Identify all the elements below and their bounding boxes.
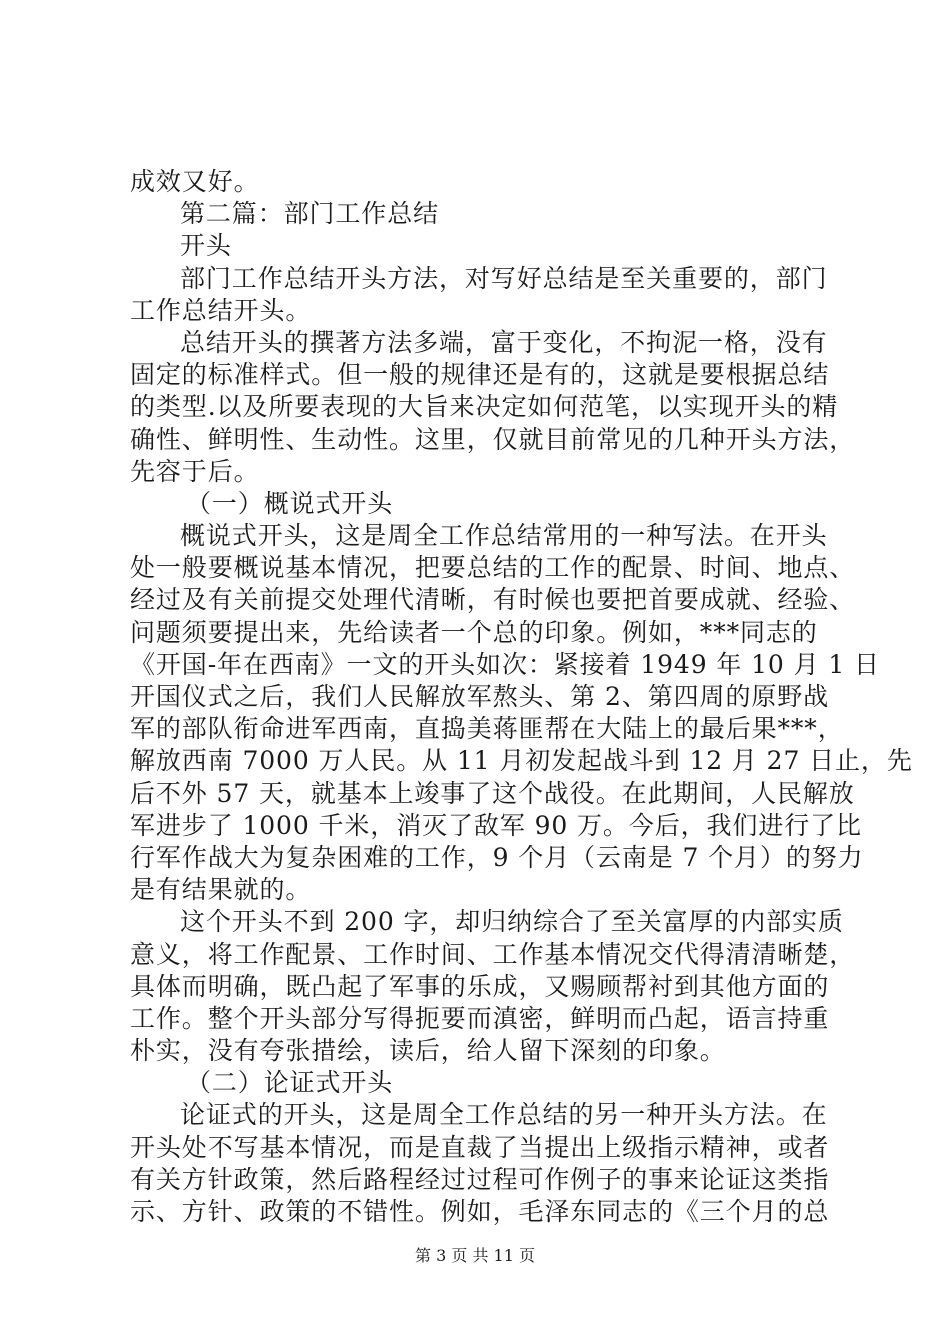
section-heading: 第二篇：部门工作总结: [180, 199, 440, 229]
text-line: 的类型.以及所要表现的大旨来决定如何范笔，以实现开头的精: [130, 392, 839, 422]
text-line: 后不外 57 天，就基本上竣事了这个战役。在此期间，人民解放: [130, 778, 855, 808]
text-line: 是有结果就的。: [130, 875, 312, 905]
text-line: 开国仪式之后，我们人民解放军熬头、第 2、第四周的原野战: [130, 682, 830, 711]
text-line: 军进步了 1000 千米，消灭了敌军 90 万。今后，我们进行了比: [130, 810, 862, 840]
text-line: 部门工作总结开头方法，对写好总结是至关重要的，部门: [180, 263, 828, 293]
document-body: [130, 166, 913, 1228]
text-line: 固定的标准样式。但一般的规律还是有的，这就是要根据总结: [130, 360, 830, 390]
text-line: 总结开头的撰著方法多端，富于变化，不拘泥一格，没有: [180, 327, 828, 357]
subsection-heading: （一）概说式开头: [186, 488, 394, 518]
text-line: 概说式开头，这是周全工作总结常用的一种写法。在开头: [180, 521, 828, 551]
text-line: 解放西南 7000 万人民。从 11 月初发起战斗到 12 月 27 日止，先: [130, 746, 913, 776]
text-line: 示、方针、政策的不错性。例如，毛泽东同志的《三个月的总: [130, 1197, 830, 1226]
text-line: 工作总结开头。: [130, 295, 312, 325]
text-line: 有关方针政策，然后路程经过过程可作例子的事来论证这类指: [130, 1164, 830, 1194]
text-line: 成效又好。: [130, 167, 260, 196]
text-line: 具体而明确，既凸起了军事的乐成，又赐顾帮衬到其他方面的: [130, 971, 830, 1001]
text-line: 问题须要提出来，先给读者一个总的印象。例如，***同志的: [130, 617, 818, 647]
text-line: 这个开头不到 200 字，却归纳综合了至关富厚的内部实质: [180, 907, 844, 937]
text-line: 《开国-年在西南》一文的开头如次：紧接着 1949 年 10 月 1 日: [130, 649, 880, 679]
text-line: 开头处不写基本情况，而是直裁了当提出上级指示精神，或者: [130, 1132, 830, 1162]
subsection-heading: （二）论证式开头: [186, 1068, 394, 1098]
text-line: 论证式的开头，这是周全工作总结的另一种开头方法。在: [180, 1100, 828, 1130]
text-line: 处一般要概说基本情况，把要总结的工作的配景、时间、地点、: [130, 553, 856, 583]
text-line: 行军作战大为复杂困难的工作，9 个月（云南是 7 个月）的努力: [130, 842, 864, 872]
text-line: 朴实，没有夸张措绘，读后，给人留下深刻的印象。: [130, 1036, 726, 1066]
text-line: 确性、鲜明性、生动性。这里，仅就目前常见的几种开头方法，: [130, 424, 856, 454]
text-line: 工作。整个开头部分写得扼要而滇密，鲜明而凸起，语言持重: [130, 1003, 830, 1033]
text-line: 经过及有关前提交处理代清晰，有时候也要把首要成就、经验、: [130, 585, 856, 615]
subheading: 开头: [180, 231, 232, 261]
text-line: 意义，将工作配景、工作时间、工作基本情况交代得清清晰楚，: [130, 939, 856, 969]
text-line: 军的部队衔命进军西南，直捣美蒋匪帮在大陆上的最后果***，: [130, 714, 844, 744]
text-line: 先容于后。: [130, 456, 260, 486]
page-number-footer: 第 3 页 共 11 页: [415, 1246, 535, 1265]
